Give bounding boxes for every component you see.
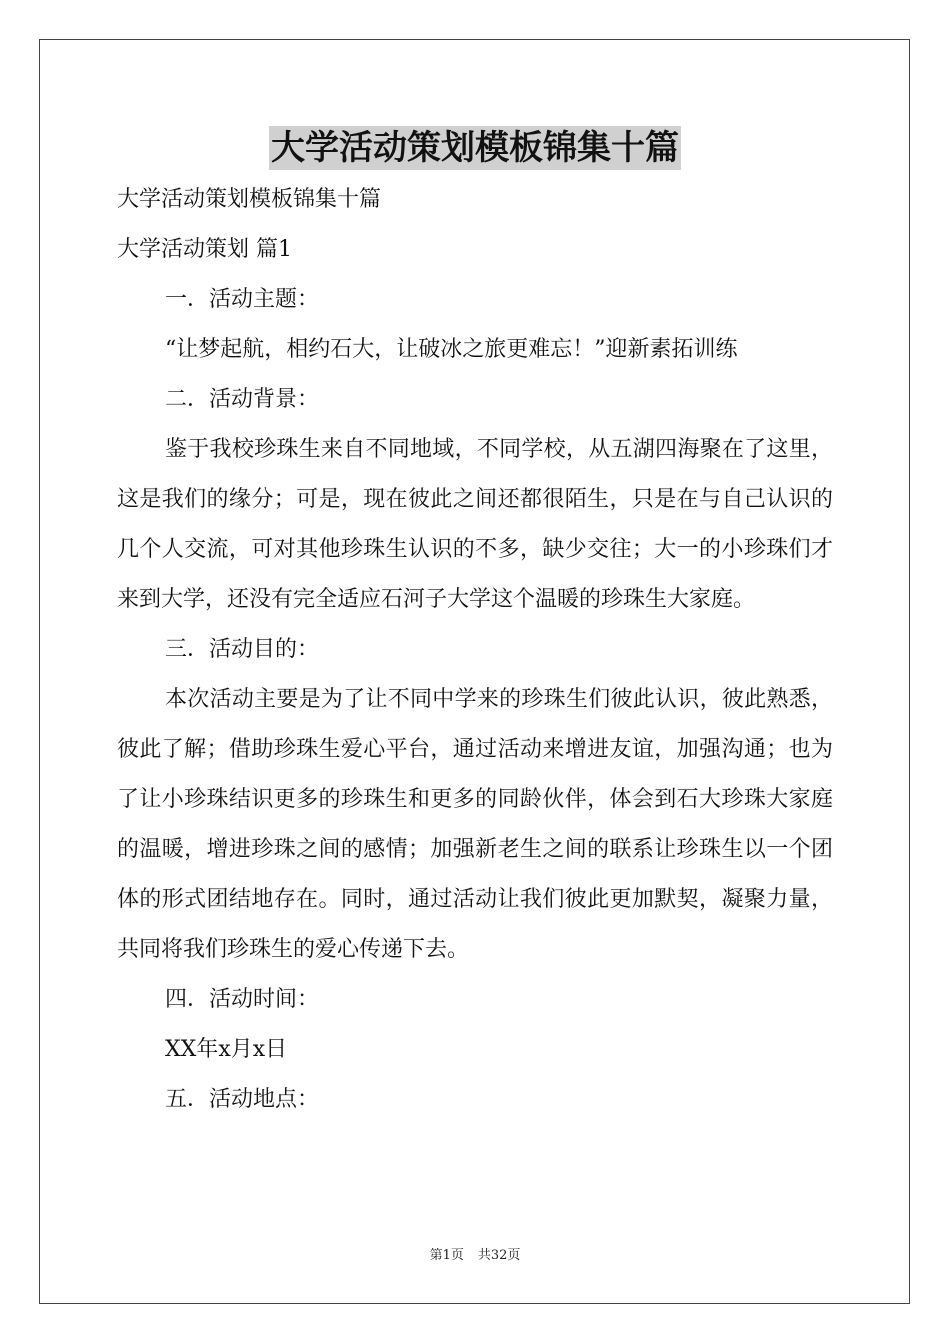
document-body <box>117 175 833 1125</box>
heading-activity-time: 四．活动时间： <box>165 987 320 1012</box>
heading-activity-theme: 一．活动主题： <box>165 287 320 312</box>
page-footer <box>0 1246 950 1266</box>
page-total: 共32页 <box>477 1248 521 1263</box>
document-subtitle: 大学活动策划模板锦集十篇 <box>117 187 382 212</box>
heading-activity-background: 二．活动背景： <box>165 387 320 412</box>
page-number: 第1页 <box>429 1248 464 1263</box>
document-title: 大学活动策划模板锦集十篇 <box>271 128 679 168</box>
paragraph-activity-purpose: 本次活动主要是为了让不同中学来的珍珠生们彼此认识，彼此熟悉，彼此了解；借助珍珠生爱心平台，通过活动来增进友谊，加强沟通；也为了让小珍珠结识更多的珍珠生和更多的同龄伙伴，体会到石大珍珠大家庭的温暖，增进珍珠之间的感情；加强新老生之间的联系让珍珠生以一个团体的形式团结地存在。同时，通过活动让我们彼此更加默契，凝聚力量，共同将我们珍珠生的爱心传递下去。 <box>117 687 833 962</box>
title-wrap <box>0 126 950 170</box>
paragraph-activity-background: 鉴于我校珍珠生来自不同地域，不同学校，从五湖四海聚在了这里，这是我们的缘分；可是，现在彼此之间还都很陌生，只是在与自己认识的几个人交流，可对其他珍珠生认识的不多，缺少交往；大一的小珍珠们才来到大学，还没有完全适应石河子大学这个温暖的珍珠生大家庭。 <box>117 437 833 612</box>
paragraph-activity-theme: “让梦起航，相约石大，让破冰之旅更难忘！”迎新素拓训练 <box>165 337 738 362</box>
paragraph-activity-time: XX年x月x日 <box>165 1037 288 1062</box>
heading-activity-purpose: 三．活动目的： <box>165 637 320 662</box>
section-heading: 大学活动策划 篇1 <box>117 237 292 262</box>
heading-activity-location: 五．活动地点： <box>165 1087 320 1112</box>
